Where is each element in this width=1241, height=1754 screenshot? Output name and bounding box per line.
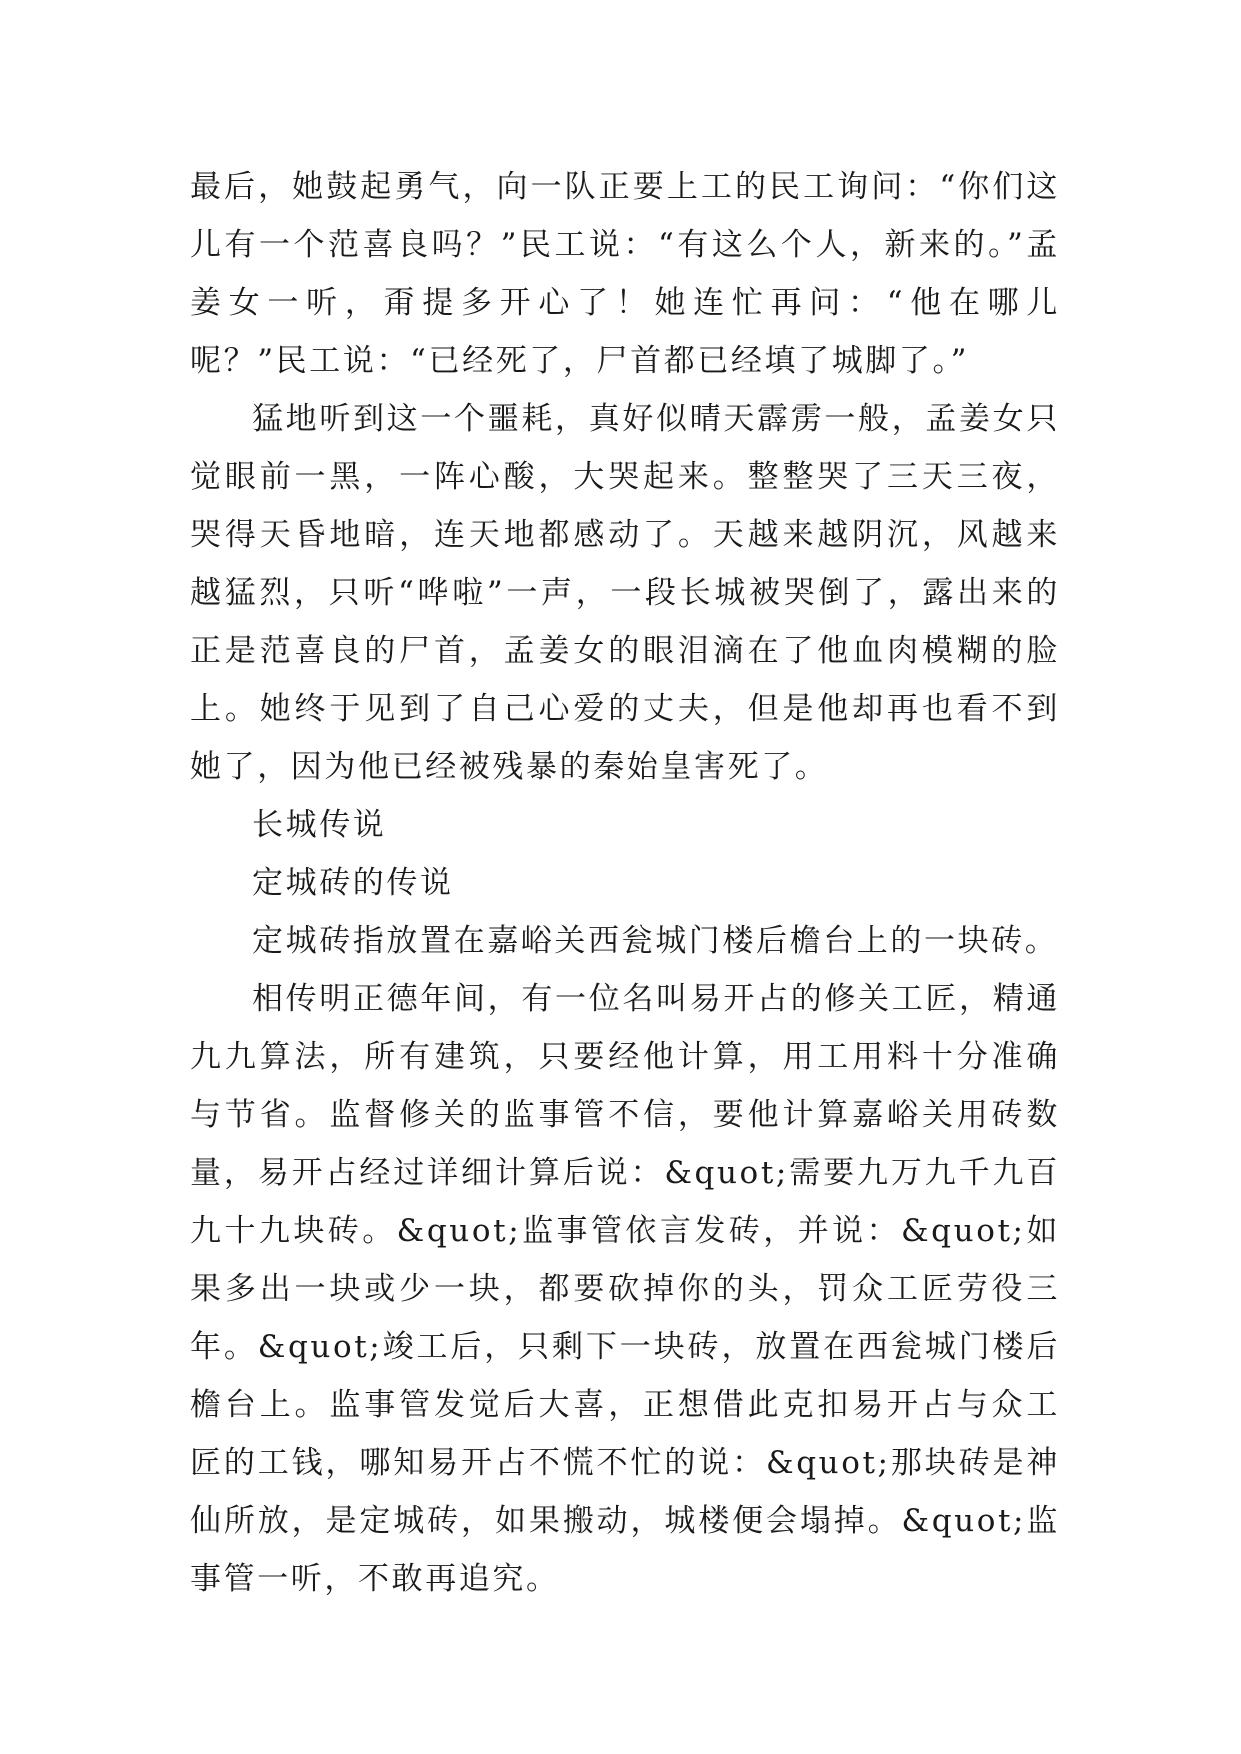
paragraph-dingcheng-brick-definition: 定城砖指放置在嘉峪关西瓮城门楼后檐台上的一块砖。 (252, 923, 1059, 959)
paragraph-yi-kaizhan-story: 相传明正德年间，有一位名叫易开占的修关工匠，精通九九算法，所有建筑，只要经他计算，用工用料十分准确与节省。监督修关的监事管不信，要他计算嘉峪关用砖数量，易开占经过详细计算后说：&quot;需要九万九千九百九十九块砖。&quot;监事管依言发砖，并说：&quot;如果多出一块或少一块，都要砍掉你的头，罚众工匠劳役三年。&quot;竣工后，只剩下一块砖，放置在西瓮城门楼后檐台上。监事管发觉后大喜，正想借此克扣易开占与众工匠的工钱，哪知易开占不慌不忙的说：&quot;那块砖是神仙所放，是定城砖，如果搬动，城楼便会塌掉。&quot;监事管一听，不敢再追究。 (190, 981, 1060, 1597)
section-heading-dingcheng-brick: 定城砖的传说 (252, 865, 454, 901)
paragraph-meng-jiangnu-asks: 最后，她鼓起勇气，向一队正要上工的民工询问：“你们这儿有一个范喜良吗？”民工说：“有这么个人，新来的。”孟姜女一听，甭提多开心了！她连忙再问：“他在哪儿呢？”民工说：“已经死了，尸首都已经填了城脚了。” (190, 169, 1060, 379)
section-heading-great-wall-legends: 长城传说 (252, 807, 387, 843)
paragraph-wall-collapses: 猛地听到这一个噩耗，真好似晴天霹雳一般，孟姜女只觉眼前一黑，一阵心酸，大哭起来。整整哭了三天三夜，哭得天昏地暗，连天地都感动了。天越来越阴沉，风越来越猛烈，只听“哗啦”一声，一段长城被哭倒了，露出来的正是范喜良的尸首，孟姜女的眼泪滴在了他血肉模糊的脸上。她终于见到了自己心爱的丈夫，但是他却再也看不到她了，因为他已经被残暴的秦始皇害死了。 (190, 401, 1060, 785)
document-body (190, 158, 1060, 1608)
